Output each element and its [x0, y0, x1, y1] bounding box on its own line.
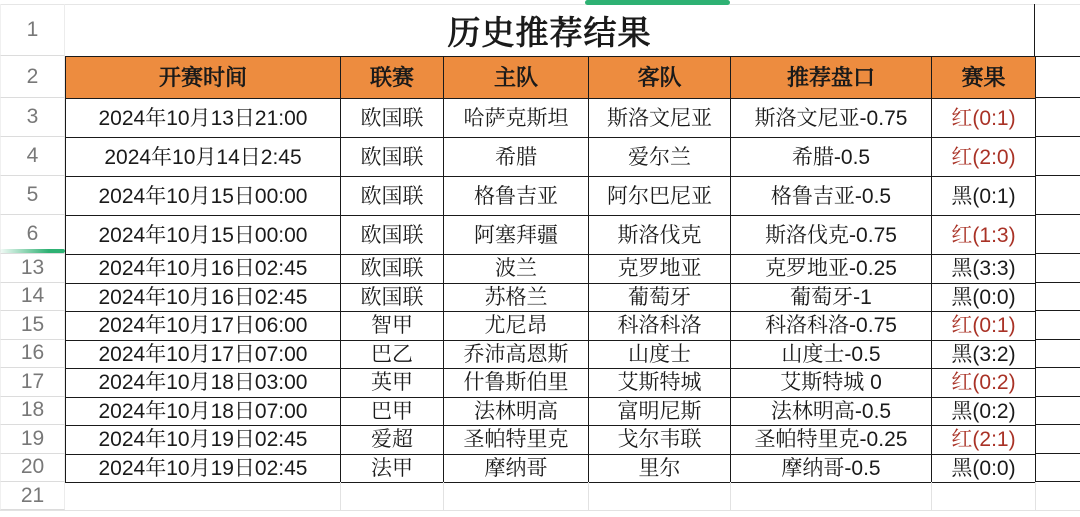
cell-result-black[interactable]: 黑(0:2): [932, 397, 1036, 426]
empty-cell[interactable]: [1035, 311, 1080, 340]
gridline: [1035, 482, 1036, 510]
cell-away[interactable]: 富明尼斯: [589, 397, 731, 426]
cell-handicap[interactable]: 圣帕特里克-0.25: [731, 426, 932, 455]
cell-handicap[interactable]: 格鲁吉亚-0.5: [731, 177, 932, 216]
cell-league[interactable]: 法甲: [341, 454, 444, 483]
column-header-2[interactable]: 主队: [444, 57, 589, 99]
empty-cell[interactable]: [1035, 137, 1080, 176]
cell-home[interactable]: 什鲁斯伯里: [444, 369, 589, 398]
column-header-3[interactable]: 客队: [589, 57, 731, 99]
cell-away[interactable]: 阿尔巴尼亚: [589, 177, 731, 216]
row-number-2[interactable]: 2: [0, 56, 65, 98]
cell-time[interactable]: 2024年10月19日02:45: [66, 426, 341, 455]
table-row: [66, 138, 1036, 177]
cell-result-red[interactable]: 红(0:2): [932, 369, 1036, 398]
cell-home[interactable]: 格鲁吉亚: [444, 177, 589, 216]
cell-away[interactable]: 克罗地亚: [589, 255, 731, 284]
gridline: [443, 482, 444, 510]
cell-time[interactable]: 2024年10月13日21:00: [66, 99, 341, 138]
cell-league[interactable]: 欧国联: [341, 177, 444, 216]
column-header-1[interactable]: 联赛: [341, 57, 444, 99]
row-number-14[interactable]: 14: [0, 283, 65, 312]
cell-result-red[interactable]: 红(1:3): [932, 216, 1036, 255]
empty-cell[interactable]: [1035, 254, 1080, 283]
cell-result-black[interactable]: 黑(3:2): [932, 340, 1036, 369]
column-header-4[interactable]: 推荐盘口: [731, 57, 932, 99]
cell-home[interactable]: 圣帕特里克: [444, 426, 589, 455]
page-title: 历史推荐结果: [447, 13, 652, 51]
gridline: [730, 482, 731, 510]
cell-away[interactable]: 科洛科洛: [589, 312, 731, 341]
row-number-gutter: [0, 4, 65, 510]
gridline: [588, 482, 589, 510]
table-row: [66, 369, 1036, 398]
table-row: [66, 340, 1036, 369]
table-row: [66, 397, 1036, 426]
cell-time[interactable]: 2024年10月15日00:00: [66, 177, 341, 216]
cell-away[interactable]: 戈尔韦联: [589, 426, 731, 455]
cell-handicap[interactable]: 摩纳哥-0.5: [731, 454, 932, 483]
row-number-13[interactable]: 13: [0, 254, 65, 283]
row-number-4[interactable]: 4: [0, 137, 65, 176]
cell-time[interactable]: 2024年10月17日07:00: [66, 340, 341, 369]
cell-league[interactable]: 欧国联: [341, 138, 444, 177]
cell-result-red[interactable]: 红(2:0): [932, 138, 1036, 177]
cell-result-red[interactable]: 红(0:1): [932, 312, 1036, 341]
cell-away[interactable]: 爱尔兰: [589, 138, 731, 177]
empty-cell[interactable]: [1035, 425, 1080, 454]
cell-result-black[interactable]: 黑(3:3): [932, 255, 1036, 284]
table-row: [66, 255, 1036, 284]
cell-league[interactable]: 爱超: [341, 426, 444, 455]
cell-home[interactable]: 阿塞拜疆: [444, 216, 589, 255]
cell-time[interactable]: 2024年10月16日02:45: [66, 255, 341, 284]
cell-league[interactable]: 巴乙: [341, 340, 444, 369]
sheet-title-cell[interactable]: [65, 4, 1035, 56]
empty-cell[interactable]: [1035, 454, 1080, 483]
cell-result-black[interactable]: 黑(0:0): [932, 454, 1036, 483]
column-header-0[interactable]: 开赛时间: [66, 57, 341, 99]
gridline: [931, 482, 932, 510]
cell-home[interactable]: 尤尼昂: [444, 312, 589, 341]
row-number-16[interactable]: 16: [0, 340, 65, 369]
cell-time[interactable]: 2024年10月16日02:45: [66, 283, 341, 312]
cell-handicap[interactable]: 斯洛伐克-0.75: [731, 216, 932, 255]
empty-cell[interactable]: [1035, 176, 1080, 215]
column-header-5[interactable]: 赛果: [932, 57, 1036, 99]
cell-result-red[interactable]: 红(2:1): [932, 426, 1036, 455]
cell-time[interactable]: 2024年10月14日2:45: [66, 138, 341, 177]
cell-time[interactable]: 2024年10月17日06:00: [66, 312, 341, 341]
table-row: [66, 177, 1036, 216]
cell-time[interactable]: 2024年10月18日03:00: [66, 369, 341, 398]
cell-league[interactable]: 欧国联: [341, 216, 444, 255]
cell-home[interactable]: 波兰: [444, 255, 589, 284]
cell-away[interactable]: 里尔: [589, 454, 731, 483]
row-number-1[interactable]: 1: [0, 4, 65, 56]
table-row: [66, 454, 1036, 483]
cell-handicap[interactable]: 法林明高-0.5: [731, 397, 932, 426]
cell-handicap[interactable]: 科洛科洛-0.75: [731, 312, 932, 341]
cell-league[interactable]: 欧国联: [341, 283, 444, 312]
cell-away[interactable]: 斯洛伐克: [589, 216, 731, 255]
table-row: [66, 283, 1036, 312]
empty-cell[interactable]: [1035, 368, 1080, 397]
cell-league[interactable]: 英甲: [341, 369, 444, 398]
cell-handicap[interactable]: 山度士-0.5: [731, 340, 932, 369]
cell-league[interactable]: 巴甲: [341, 397, 444, 426]
cell-home[interactable]: 苏格兰: [444, 283, 589, 312]
cell-handicap[interactable]: 艾斯特城 0: [731, 369, 932, 398]
empty-cell[interactable]: [1035, 397, 1080, 426]
row-number-21[interactable]: 21: [0, 482, 65, 510]
cell-league[interactable]: 欧国联: [341, 99, 444, 138]
cell-time[interactable]: 2024年10月18日07:00: [66, 397, 341, 426]
table-row: [66, 312, 1036, 341]
cell-handicap[interactable]: 斯洛文尼亚-0.75: [731, 99, 932, 138]
table-row: [66, 216, 1036, 255]
sheet-grid: [65, 4, 1035, 483]
empty-adjacent-column: [1035, 56, 1080, 482]
cell-handicap[interactable]: 希腊-0.5: [731, 138, 932, 177]
cell-handicap[interactable]: 葡萄牙-1: [731, 283, 932, 312]
cell-away[interactable]: 葡萄牙: [589, 283, 731, 312]
cell-league[interactable]: 欧国联: [341, 255, 444, 284]
cell-result-black[interactable]: 黑(0:0): [932, 283, 1036, 312]
empty-cell[interactable]: [1035, 215, 1080, 254]
gridline: [340, 482, 341, 510]
row-number-6[interactable]: 6: [0, 215, 65, 254]
cell-time[interactable]: 2024年10月15日00:00: [66, 216, 341, 255]
cell-away[interactable]: 山度士: [589, 340, 731, 369]
row-number-5[interactable]: 5: [0, 176, 65, 215]
table-row: [66, 426, 1036, 455]
cell-league[interactable]: 智甲: [341, 312, 444, 341]
row-number-17[interactable]: 17: [0, 368, 65, 397]
cell-handicap[interactable]: 克罗地亚-0.25: [731, 255, 932, 284]
row-number-20[interactable]: 20: [0, 454, 65, 483]
row-number-18[interactable]: 18: [0, 397, 65, 426]
cell-home[interactable]: 希腊: [444, 138, 589, 177]
results-table: [65, 56, 1036, 483]
cell-home[interactable]: 摩纳哥: [444, 454, 589, 483]
empty-cell[interactable]: [1035, 98, 1080, 137]
header-row: [66, 57, 1036, 99]
cell-away[interactable]: 艾斯特城: [589, 369, 731, 398]
cell-time[interactable]: 2024年10月19日02:45: [66, 454, 341, 483]
cell-home[interactable]: 乔沛高恩斯: [444, 340, 589, 369]
empty-cell[interactable]: [1035, 56, 1080, 98]
row-number-3[interactable]: 3: [0, 98, 65, 137]
cell-result-red[interactable]: 红(0:1): [932, 99, 1036, 138]
cell-away[interactable]: 斯洛文尼亚: [589, 99, 731, 138]
cell-result-black[interactable]: 黑(0:1): [932, 177, 1036, 216]
gridline: [0, 510, 1080, 511]
row-number-19[interactable]: 19: [0, 425, 65, 454]
empty-cell[interactable]: [1035, 283, 1080, 312]
table-row: [66, 99, 1036, 138]
row-number-15[interactable]: 15: [0, 311, 65, 340]
cell-home[interactable]: 法林明高: [444, 397, 589, 426]
empty-cell[interactable]: [1035, 340, 1080, 369]
hidden-rows-indicator[interactable]: [0, 249, 65, 253]
cell-home[interactable]: 哈萨克斯坦: [444, 99, 589, 138]
